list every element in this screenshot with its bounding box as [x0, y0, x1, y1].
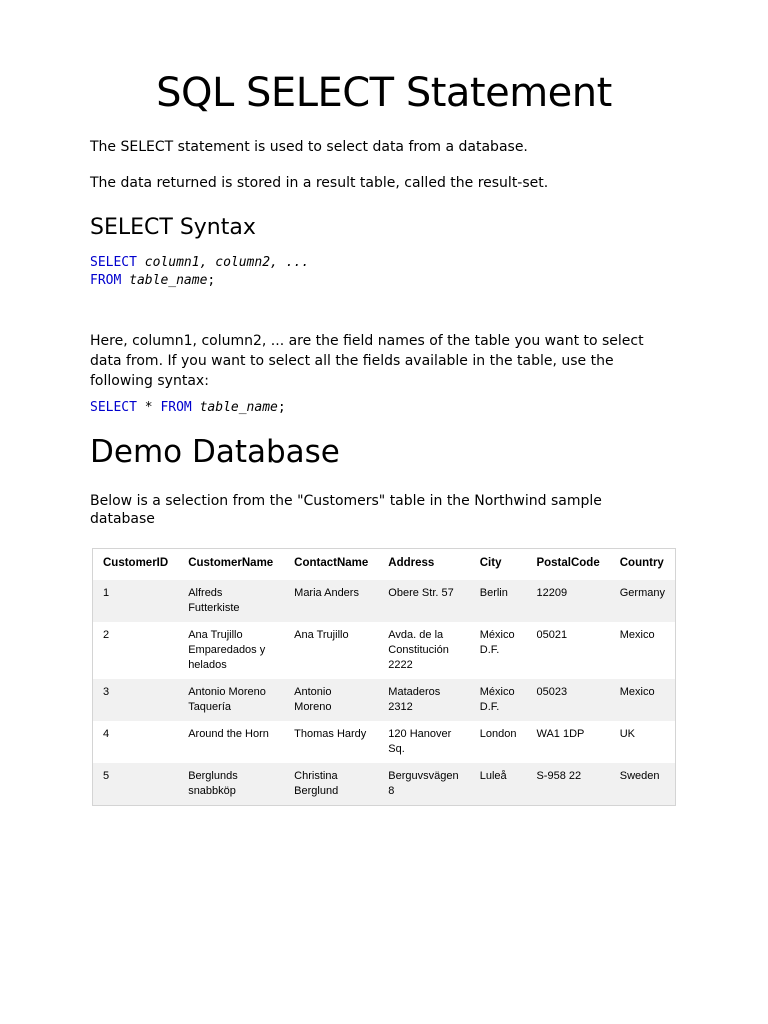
semicolon: ;	[207, 273, 216, 288]
syntax-code-block	[90, 254, 309, 290]
cell-line: 120 Hanover Sq.	[388, 728, 452, 755]
table-cell	[178, 679, 284, 721]
column-header: Country	[610, 549, 676, 581]
cell-line: helados	[188, 659, 227, 671]
cell-line: WA1 1DP	[536, 728, 585, 740]
cell-line: Ana Trujillo	[294, 629, 349, 641]
cell-line: México	[479, 686, 515, 698]
table-row	[93, 679, 676, 721]
table-cell	[93, 763, 179, 806]
table-cell	[470, 622, 527, 679]
table-cell	[470, 763, 527, 806]
cell-line: Alfreds Futterkiste	[188, 587, 240, 614]
table-name: table_name	[129, 273, 208, 288]
cell-line: 4	[103, 728, 110, 740]
table-cell	[470, 721, 527, 763]
cell-line: Taquería	[188, 701, 231, 713]
cell-line: Berglunds snabbköp	[188, 770, 238, 797]
explanation-line: data from. If you want to select all the fields available in the table, use the	[90, 353, 614, 369]
table-cell	[284, 622, 378, 679]
cell-line: D.F.	[479, 701, 500, 713]
column-header: Address	[378, 549, 469, 581]
cell-line: London	[479, 728, 517, 740]
table-cell	[378, 622, 469, 679]
cell-line: Antonio Moreno	[188, 686, 266, 698]
cell-line: 12209	[536, 587, 568, 599]
cell-line: 5	[103, 770, 110, 782]
cell-line: 05021	[536, 629, 568, 641]
explanation-line: Here, column1, column2, ... are the field names of the table you want to select	[90, 333, 644, 349]
cell-line: 05023	[536, 686, 568, 698]
cell-line: Maria Anders	[294, 587, 359, 599]
select-keyword: SELECT	[90, 400, 137, 415]
cell-line: México	[479, 629, 515, 641]
table-header-row	[93, 549, 676, 581]
explanation-paragraph	[90, 331, 644, 391]
intro-paragraph-1: The SELECT statement is used to select data from a database.	[90, 139, 528, 155]
table-cell	[610, 763, 676, 806]
table-cell	[610, 679, 676, 721]
cell-line: S-958 22	[536, 770, 582, 782]
intro-paragraph-2: The data returned is stored in a result table, called the result-set.	[90, 175, 549, 191]
from-keyword: FROM	[90, 273, 122, 288]
table-cell	[93, 580, 179, 622]
table-cell	[378, 679, 469, 721]
demo-description-line: Below is a selection from the "Customers" table in the Northwind sample	[90, 493, 602, 509]
cell-line: Sweden	[619, 770, 660, 782]
demo-description-line: database	[90, 511, 155, 527]
semicolon: ;	[277, 400, 286, 415]
table-row	[93, 622, 676, 679]
cell-line: Obere Str. 57	[388, 587, 454, 599]
column-header: PostalCode	[526, 549, 609, 581]
cell-line: 3	[103, 686, 110, 698]
table-cell	[284, 679, 378, 721]
column-list: column1, column2, ...	[144, 255, 310, 270]
table-cell	[470, 679, 527, 721]
table-cell	[526, 721, 609, 763]
cell-line: 2	[103, 629, 110, 641]
table-row	[93, 763, 676, 806]
column-header: CustomerID	[93, 549, 179, 581]
syntax-heading: SELECT Syntax	[90, 215, 256, 240]
cell-line: Moreno	[294, 701, 332, 713]
table-cell	[470, 580, 527, 622]
table-cell	[526, 580, 609, 622]
cell-line: Mexico	[619, 686, 655, 698]
cell-line: Constitución 2222	[388, 644, 449, 671]
cell-line: D.F.	[479, 644, 500, 656]
page-title: SQL SELECT Statement	[156, 70, 612, 116]
table-cell	[526, 679, 609, 721]
cell-line: UK	[619, 728, 636, 740]
table-cell	[178, 580, 284, 622]
table-cell	[93, 721, 179, 763]
table-cell	[178, 763, 284, 806]
table-row	[93, 721, 676, 763]
table-cell	[178, 622, 284, 679]
cell-line: 1	[103, 587, 110, 599]
table-row	[93, 580, 676, 622]
cell-line: Mataderos 2312	[388, 686, 441, 713]
table-cell	[526, 763, 609, 806]
cell-line: Berguvsvägen 8	[388, 770, 459, 797]
customers-table	[92, 548, 676, 806]
table-cell	[378, 721, 469, 763]
column-header: ContactName	[284, 549, 378, 581]
table-cell	[284, 721, 378, 763]
cell-line: Christina	[294, 770, 338, 782]
star-symbol: *	[144, 400, 153, 415]
table-cell	[178, 721, 284, 763]
select-keyword: SELECT	[90, 255, 137, 270]
table-cell	[93, 622, 179, 679]
demo-description	[90, 492, 602, 528]
cell-line: Avda. de la	[388, 629, 444, 641]
from-keyword: FROM	[160, 400, 192, 415]
select-all-code	[90, 399, 286, 417]
table-cell	[610, 721, 676, 763]
cell-line: Antonio	[294, 686, 332, 698]
table-cell	[378, 580, 469, 622]
table-cell	[378, 763, 469, 806]
table-name: table_name	[199, 400, 278, 415]
cell-line: Luleå	[479, 770, 507, 782]
cell-line: Berlin	[479, 587, 508, 599]
table-cell	[284, 763, 378, 806]
table-cell	[610, 580, 676, 622]
demo-heading: Demo Database	[90, 434, 340, 470]
table-cell	[93, 679, 179, 721]
table-cell	[526, 622, 609, 679]
cell-line: Mexico	[619, 629, 655, 641]
cell-line: Emparedados y	[188, 644, 266, 656]
cell-line: Ana Trujillo	[188, 629, 243, 641]
cell-line: Germany	[619, 587, 665, 599]
column-header: CustomerName	[178, 549, 284, 581]
explanation-line: following syntax:	[90, 373, 209, 389]
cell-line: Around the Horn	[188, 728, 269, 740]
cell-line: Thomas Hardy	[294, 728, 367, 740]
cell-line: Berglund	[294, 785, 339, 797]
table-cell	[610, 622, 676, 679]
table-cell	[284, 580, 378, 622]
column-header: City	[470, 549, 527, 581]
